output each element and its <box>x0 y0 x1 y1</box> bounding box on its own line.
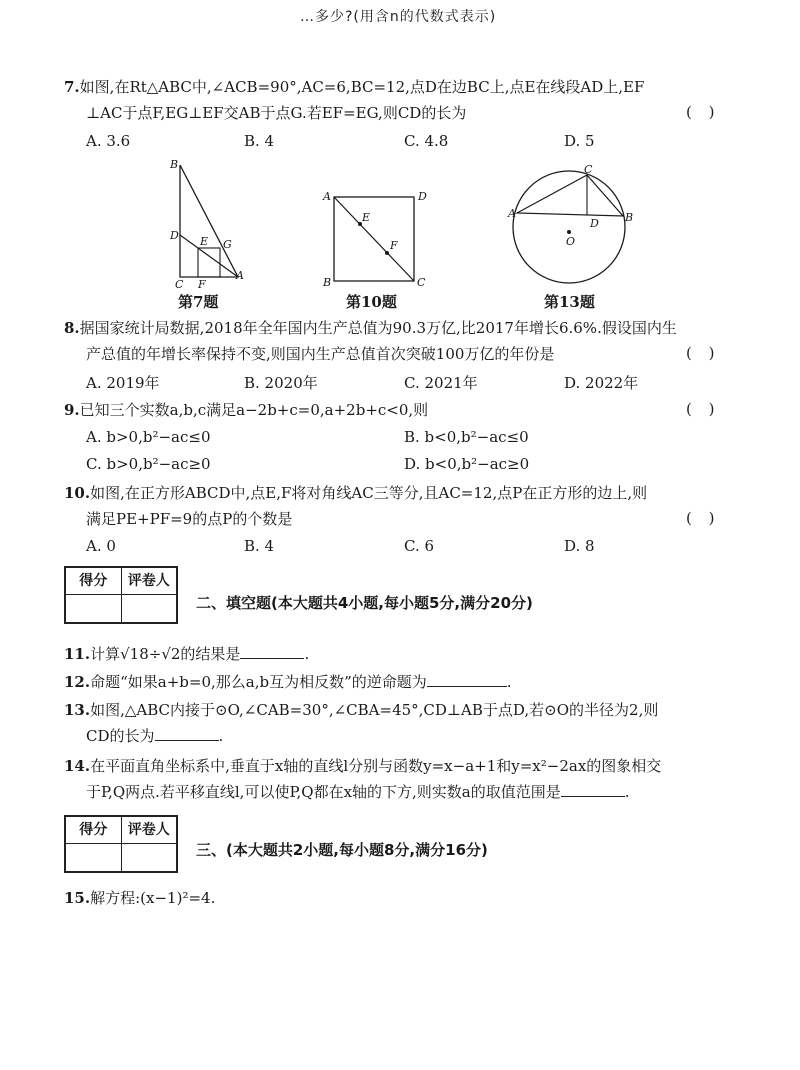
fig7-label-a: A <box>236 269 244 282</box>
question-15-number: 15. <box>64 889 91 907</box>
fig10-label-b: B <box>323 276 332 289</box>
question-10-option-a: A. 0 <box>86 537 116 555</box>
fig7-label-e: E <box>200 235 209 248</box>
question-13-text2: CD的长为 <box>86 727 155 745</box>
score-label-3: 得分 <box>66 817 122 843</box>
section-3-title: 三、(本大题共2小题,每小题8分,满分16分) <box>196 841 488 859</box>
question-12-text: 命题“如果a+b=0,那么a,b互为相反数”的逆命题为 <box>90 673 427 691</box>
grader-label: 评卷人 <box>127 573 170 589</box>
question-12-number: 12. <box>64 673 91 691</box>
figure-7 <box>160 155 260 290</box>
fig10-label-d: D <box>418 190 427 203</box>
question-14-text2: 于P,Q两点.若平移直线l,可以使P,Q都在x轴的下方,则实数a的取值范围是 <box>86 783 561 801</box>
question-7-option-a: A. 3.6 <box>86 132 131 150</box>
fig7-label-d: D <box>170 229 179 242</box>
question-8-text1: 据国家统计局数据,2018年全年国内生产总值为90.3万亿,比2017年增长6.6%.假设国内生 <box>79 319 677 337</box>
question-7-answer-paren: ( ) <box>686 103 721 121</box>
question-10-number: 10. <box>64 484 91 502</box>
question-13-blank[interactable] <box>155 726 219 741</box>
header-cut-text: …多少?(用含n的代数式表示) <box>300 9 497 25</box>
question-8-answer-paren: ( ) <box>686 344 721 362</box>
figure-13-caption: 第13题 <box>544 293 595 311</box>
fig7-label-g: G <box>223 238 232 251</box>
fig7-label-f: F <box>198 278 206 290</box>
question-15-text: 解方程:(x−1)²=4. <box>90 889 216 907</box>
score-box-section-2 <box>64 566 178 624</box>
fig13-label-o: O <box>566 235 576 248</box>
question-11-text: 计算√18÷√2的结果是 <box>90 645 241 663</box>
question-10-option-c: C. 6 <box>404 537 435 555</box>
fig10-label-a: A <box>323 190 331 203</box>
question-9-answer-paren: ( ) <box>686 400 721 418</box>
question-14-text1: 在平面直角坐标系中,垂直于x轴的直线l分别与函数y=x−a+1和y=x²−2ax的图象相交 <box>90 757 662 775</box>
question-8-number: 8. <box>64 319 80 337</box>
question-10-answer-paren: ( ) <box>686 509 721 527</box>
question-11 <box>64 644 309 664</box>
question-12 <box>64 672 512 692</box>
question-7-option-c: C. 4.8 <box>404 132 449 150</box>
question-8-option-d: D. 2022年 <box>564 374 639 392</box>
figure-13 <box>505 163 635 290</box>
question-13-line2 <box>86 726 223 746</box>
fig7-label-b: B <box>170 158 179 171</box>
question-13-line1 <box>64 700 658 720</box>
question-14-number: 14. <box>64 757 91 775</box>
figure-10 <box>320 185 430 290</box>
question-9-number: 9. <box>64 401 80 419</box>
score-label: 得分 <box>66 568 122 594</box>
question-9-option-d: D. b<0,b²−ac≥0 <box>404 455 530 473</box>
question-8-option-b: B. 2020年 <box>244 374 318 392</box>
question-10-text1: 如图,在正方形ABCD中,点E,F将对角线AC三等分,且AC=12,点P在正方形的边上,则 <box>90 484 648 502</box>
fig13-label-b: B <box>625 211 634 224</box>
question-9-option-c: C. b>0,b²−ac≥0 <box>86 455 211 473</box>
question-8-line1 <box>64 318 677 338</box>
question-11-blank[interactable] <box>240 644 304 659</box>
fig13-label-c: C <box>584 163 593 176</box>
question-12-blank[interactable] <box>427 672 507 687</box>
question-15 <box>64 888 215 908</box>
question-7-line1 <box>64 77 644 97</box>
figure-7-caption: 第7题 <box>178 293 219 311</box>
question-10-line1 <box>64 483 647 503</box>
question-14-line1 <box>64 756 661 776</box>
question-7-line2: ⊥AC于点F,EG⊥EF交AB于点G.若EF=EG,则CD的长为 <box>86 104 467 122</box>
question-7-option-d: D. 5 <box>564 132 595 150</box>
question-8-line2: 产总值的年增长率保持不变,则国内生产总值首次突破100万亿的年份是 <box>86 345 555 363</box>
question-14-period: . <box>624 783 630 801</box>
question-9-text1: 已知三个实数a,b,c满足a−2b+c=0,a+2b+c<0,则 <box>79 401 429 419</box>
question-7-text1: 如图,在Rt△ABC中,∠ACB=90°,AC=6,BC=12,点D在边BC上,点E在线段AD上,EF <box>79 78 645 96</box>
question-10-line2: 满足PE+PF=9的点P的个数是 <box>86 510 293 528</box>
question-13-number: 13. <box>64 701 91 719</box>
question-12-period: . <box>506 673 512 691</box>
figure-10-caption: 第10题 <box>346 293 397 311</box>
question-9-option-a: A. b>0,b²−ac≤0 <box>86 428 211 446</box>
question-8-option-c: C. 2021年 <box>404 374 478 392</box>
fig10-label-c: C <box>417 276 426 289</box>
question-7-number: 7. <box>64 78 80 96</box>
question-14-line2 <box>86 782 630 802</box>
fig10-label-e: E <box>362 211 371 224</box>
score-box-section-3 <box>64 815 178 873</box>
grader-label-3: 评卷人 <box>127 822 170 838</box>
fig10-label-f: F <box>390 239 398 252</box>
question-7-option-b: B. 4 <box>244 132 275 150</box>
fig13-label-d: D <box>590 217 599 230</box>
question-14-blank[interactable] <box>561 782 625 797</box>
question-13-period: . <box>218 727 224 745</box>
question-13-text1: 如图,△ABC内接于⊙O,∠CAB=30°,∠CBA=45°,CD⊥AB于点D,若⊙O的半径为2,则 <box>90 701 659 719</box>
question-8-option-a: A. 2019年 <box>86 374 160 392</box>
question-9-line1 <box>64 400 428 420</box>
question-10-option-b: B. 4 <box>244 537 275 555</box>
question-10-option-d: D. 8 <box>564 537 595 555</box>
fig7-label-c: C <box>175 278 184 290</box>
section-2-title: 二、填空题(本大题共4小题,每小题5分,满分20分) <box>196 594 533 612</box>
question-11-number: 11. <box>64 645 91 663</box>
question-9-option-b: B. b<0,b²−ac≤0 <box>404 428 529 446</box>
question-11-period: . <box>304 645 310 663</box>
fig13-label-a: A <box>508 207 516 220</box>
